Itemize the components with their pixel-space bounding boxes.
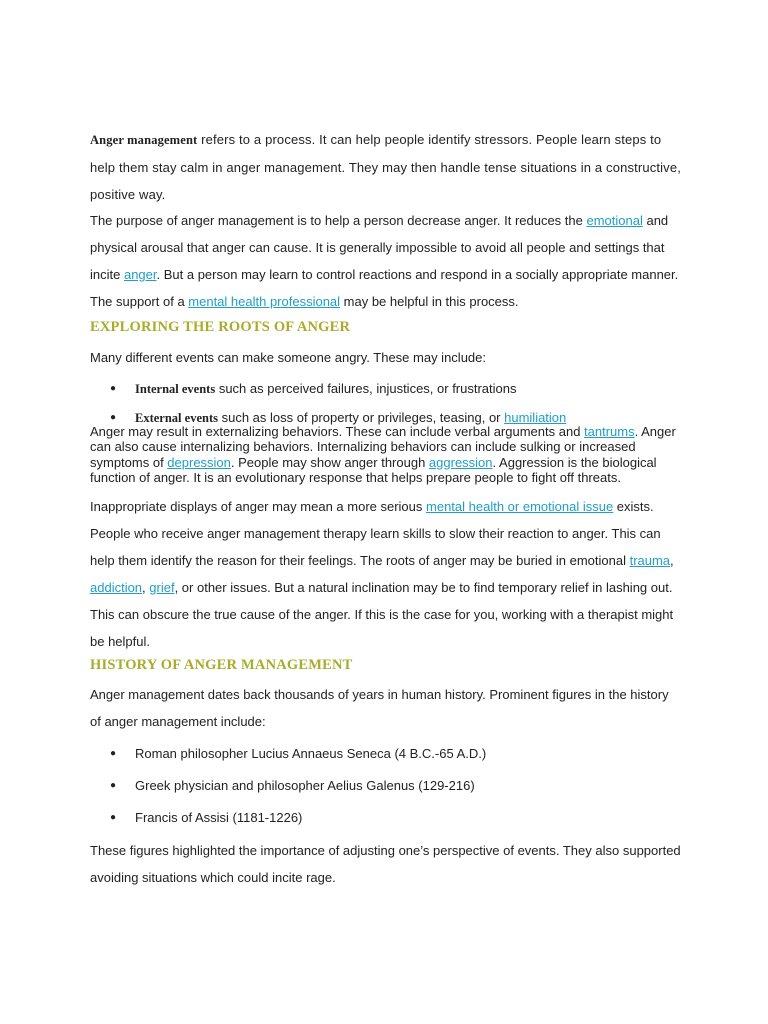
intro-paragraph-2-text-d: may be helpful in this process.	[340, 294, 519, 309]
external-events-text: such as loss of property or privileges, teasing, or	[217, 410, 505, 425]
separator: ,	[670, 552, 674, 568]
link-trauma[interactable]: trauma	[629, 552, 671, 568]
internal-events-text: such as perceived failures, injustices, or frustrations	[215, 381, 517, 396]
intro-paragraph-2-text-a: The purpose of anger management is to help a person decrease anger. It reduces the	[90, 213, 587, 228]
bullet-icon: ●	[110, 747, 117, 759]
link-mental-health-issue[interactable]: mental health or emotional issue	[426, 498, 614, 514]
list-item-galenus	[90, 777, 682, 795]
term-external-events: External events	[135, 411, 218, 425]
article-body	[90, 126, 682, 891]
behaviors-text-c: . People may show anger through	[230, 454, 429, 470]
list-item-seneca	[90, 745, 682, 763]
roots-behaviors-paragraph	[90, 424, 682, 486]
link-addiction[interactable]: addiction	[90, 579, 143, 595]
inappropriate-text-b: exists. People who receive anger management therapy learn skills to slow their reaction to anger. This can help them identify the reason for their feelings. The roots of anger may be buried in emotional	[90, 498, 661, 568]
link-mental-health-professional[interactable]: mental health professional	[188, 294, 341, 309]
behaviors-text-d: . Aggression is the biological function of anger. It is an evolutionary response that helps prepare people to fight off threats.	[90, 454, 657, 486]
intro-paragraph-2-text-c: . But a person may learn to control reactions and respond in a socially appropriate manner. The support of a	[90, 267, 679, 309]
intro-paragraph-1-text: refers to a process. It can help people identify stressors. People learn steps to help them stay calm in anger management. They may then handle tense situations in a constructive, positive way.	[90, 132, 681, 202]
inappropriate-text-a: Inappropriate displays of anger may mean a more serious	[90, 498, 427, 514]
link-tantrums[interactable]: tantrums	[584, 424, 635, 439]
roots-lead: Many different events can make someone angry. These may include:	[90, 350, 486, 365]
history-figures-list	[90, 745, 682, 827]
figure-galenus: Greek physician and philosopher Aelius Galenus (129-216)	[135, 777, 475, 793]
figure-francis: Francis of Assisi (1181-1226)	[135, 809, 303, 825]
bullet-icon: ●	[110, 383, 117, 394]
link-humiliation[interactable]: humiliation	[504, 410, 567, 425]
bullet-icon: ●	[110, 811, 117, 823]
link-grief[interactable]: grief	[149, 579, 175, 595]
inappropriate-text-c: , or other issues. But a natural inclination may be to find temporary relief in lashing out. This can obscure the true cause of the anger. If this is the case for you, working with a therapist might be helpful.	[90, 579, 674, 649]
link-emotional[interactable]: emotional	[586, 213, 643, 228]
link-aggression[interactable]: aggression	[428, 454, 493, 470]
roots-event-list	[90, 380, 682, 427]
behaviors-text-b: . Anger can also cause internalizing behaviors. Internalizing behaviors can include sulking or increased symptoms of	[90, 424, 676, 470]
link-depression[interactable]: depression	[167, 454, 231, 470]
list-item-francis	[90, 809, 682, 827]
heading-history: HISTORY OF ANGER MANAGEMENT	[90, 656, 353, 673]
history-closing: These figures highlighted the importance of adjusting one’s perspective of events. They also supported avoiding situations which could incite rage.	[90, 842, 681, 885]
term-internal-events: Internal events	[135, 382, 216, 396]
term-anger-management: Anger management	[90, 133, 198, 147]
history-lead: Anger management dates back thousands of years in human history. Prominent figures in the history of anger management include:	[90, 686, 669, 729]
intro-paragraph-1	[90, 126, 682, 208]
separator: ,	[142, 579, 150, 595]
link-anger[interactable]: anger	[123, 267, 157, 282]
intro-paragraph-2	[90, 207, 682, 315]
list-item-external-events	[90, 409, 682, 427]
figure-seneca: Roman philosopher Lucius Annaeus Seneca (4 B.C.-65 A.D.)	[135, 745, 487, 761]
heading-exploring-roots: EXPLORING THE ROOTS OF ANGER	[90, 319, 351, 335]
bullet-icon: ●	[110, 779, 117, 791]
behaviors-text-a: Anger may result in externalizing behaviors. These can include verbal arguments and	[90, 424, 585, 439]
list-item-internal-events	[90, 380, 682, 398]
roots-inappropriate-paragraph	[90, 493, 682, 655]
bullet-icon: ●	[110, 412, 117, 423]
intro-paragraph-2-text-b: and physical arousal that anger can cause. It is generally impossible to avoid all people and settings that incite	[90, 213, 669, 282]
